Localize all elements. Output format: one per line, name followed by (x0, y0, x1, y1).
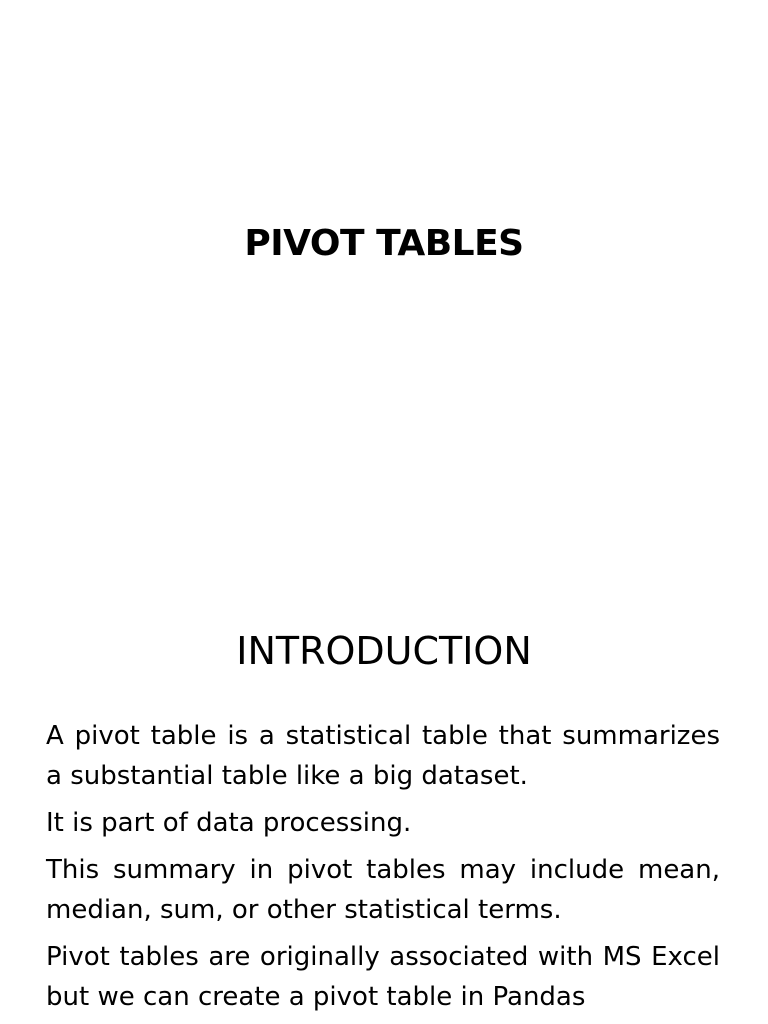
slide-heading: INTRODUCTION (236, 629, 532, 673)
introduction-slide (0, 576, 768, 1024)
slide-title: PIVOT TABLES (244, 223, 524, 264)
paragraph-definition: A pivot table is a statistical table that summarizes a substantial table like a big dataset. (46, 721, 720, 791)
paragraph-data-processing: It is part of data processing. (46, 808, 412, 838)
paragraph-excel-pandas: Pivot tables are originally associated with MS Excel but we can create a pivot table in Pandas (46, 942, 720, 1012)
paragraph-summary: This summary in pivot tables may include mean, median, sum, or other statistical terms. (46, 855, 720, 925)
slide-body (46, 716, 720, 1024)
